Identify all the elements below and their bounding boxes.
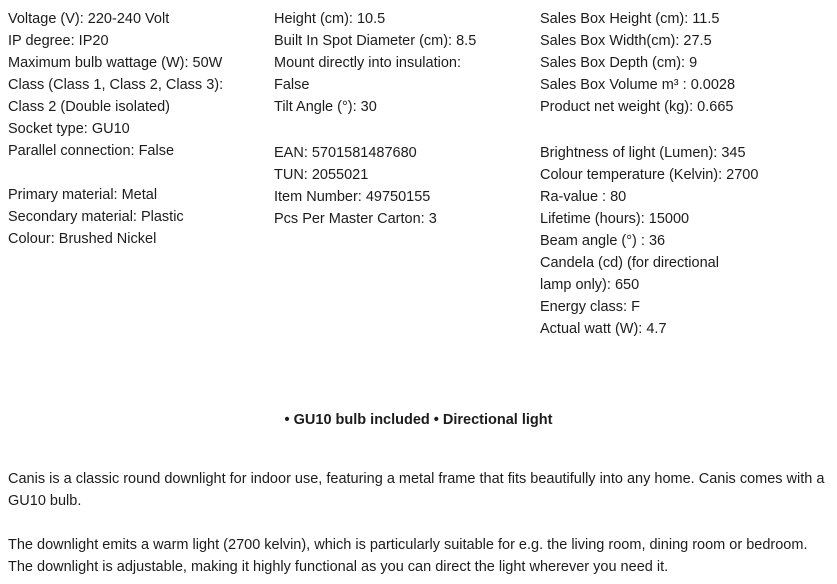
- spec-item-number: Item Number: 49750155: [274, 189, 431, 205]
- spec-group-identifiers: [274, 142, 529, 230]
- spec-tilt-angle: Tilt Angle (°): 30: [274, 99, 377, 115]
- feature-gu10-bulb: • GU10 bulb included: [284, 412, 430, 428]
- spec-group-light: [540, 142, 830, 340]
- spec-lumen: Brightness of light (Lumen): 345: [540, 145, 746, 161]
- spec-colour-temperature: Colour temperature (Kelvin): 2700: [540, 167, 759, 183]
- spec-class-value: Class 2 (Double isolated): [8, 99, 170, 115]
- description-paragraph-light: The downlight emits a warm light (2700 kelvin), which is particularly suitable for e.g. the living room, dining room or bedroom. The downlight is adjustable, making it highly functional as you can direct the light wherever you need it.: [8, 537, 808, 575]
- spec-insulation-mount-label: Mount directly into insulation:: [274, 55, 461, 71]
- spec-parallel-connection: Parallel connection: False: [8, 143, 175, 159]
- spec-ra-value: Ra-value : 80: [540, 189, 627, 205]
- spacer: [540, 118, 830, 142]
- spec-secondary-material: Secondary material: Plastic: [8, 209, 184, 225]
- spec-ean: EAN: 5701581487680: [274, 145, 417, 161]
- spec-socket-type: Socket type: GU10: [8, 121, 130, 137]
- spec-lifetime: Lifetime (hours): 15000: [540, 211, 690, 227]
- spec-class-label: Class (Class 1, Class 2, Class 3):: [8, 77, 224, 93]
- description-paragraph-intro: Canis is a classic round downlight for indoor use, featuring a metal frame that fits beautifully into any home. Canis comes with a GU10 bulb.: [8, 471, 825, 509]
- spec-box-width: Sales Box Width(cm): 27.5: [540, 33, 712, 49]
- spec-box-depth: Sales Box Depth (cm): 9: [540, 55, 698, 71]
- spec-spot-diameter: Built In Spot Diameter (cm): 8.5: [274, 33, 477, 49]
- spec-column-general: [8, 8, 263, 250]
- spec-candela-label: Candela (cd) (for directional: [540, 255, 719, 271]
- spec-height: Height (cm): 10.5: [274, 11, 386, 27]
- spec-group-electrical: [8, 8, 263, 162]
- spec-insulation-mount-value: False: [274, 77, 310, 93]
- spec-pcs-per-carton: Pcs Per Master Carton: 3: [274, 211, 437, 227]
- spacer: [274, 118, 529, 142]
- spec-box-volume: Sales Box Volume m³ : 0.0028: [540, 77, 736, 93]
- spec-group-dimensions: [274, 8, 529, 118]
- spec-beam-angle: Beam angle (°) : 36: [540, 233, 666, 249]
- spec-group-packaging: [540, 8, 830, 118]
- spec-energy-class: Energy class: F: [540, 299, 640, 315]
- spec-group-materials: [8, 184, 263, 250]
- spec-net-weight: Product net weight (kg): 0.665: [540, 99, 734, 115]
- spec-ip-degree: IP degree: IP20: [8, 33, 109, 49]
- spec-tun: TUN: 2055021: [274, 167, 369, 183]
- spec-voltage: Voltage (V): 220-240 Volt: [8, 11, 170, 27]
- spec-colour: Colour: Brushed Nickel: [8, 231, 157, 247]
- feature-directional-light: • Directional light: [433, 412, 553, 428]
- spec-candela-value: lamp only): 650: [540, 277, 640, 293]
- spacer: [8, 162, 263, 184]
- spec-box-height: Sales Box Height (cm): 11.5: [540, 11, 720, 27]
- spec-primary-material: Primary material: Metal: [8, 187, 158, 203]
- spec-column-dimensions: [274, 8, 529, 230]
- feature-highlights: [0, 409, 837, 431]
- spec-actual-watt: Actual watt (W): 4.7: [540, 321, 667, 337]
- spec-column-packaging-light: [540, 8, 830, 340]
- spec-max-bulb-wattage: Maximum bulb wattage (W): 50W: [8, 55, 223, 71]
